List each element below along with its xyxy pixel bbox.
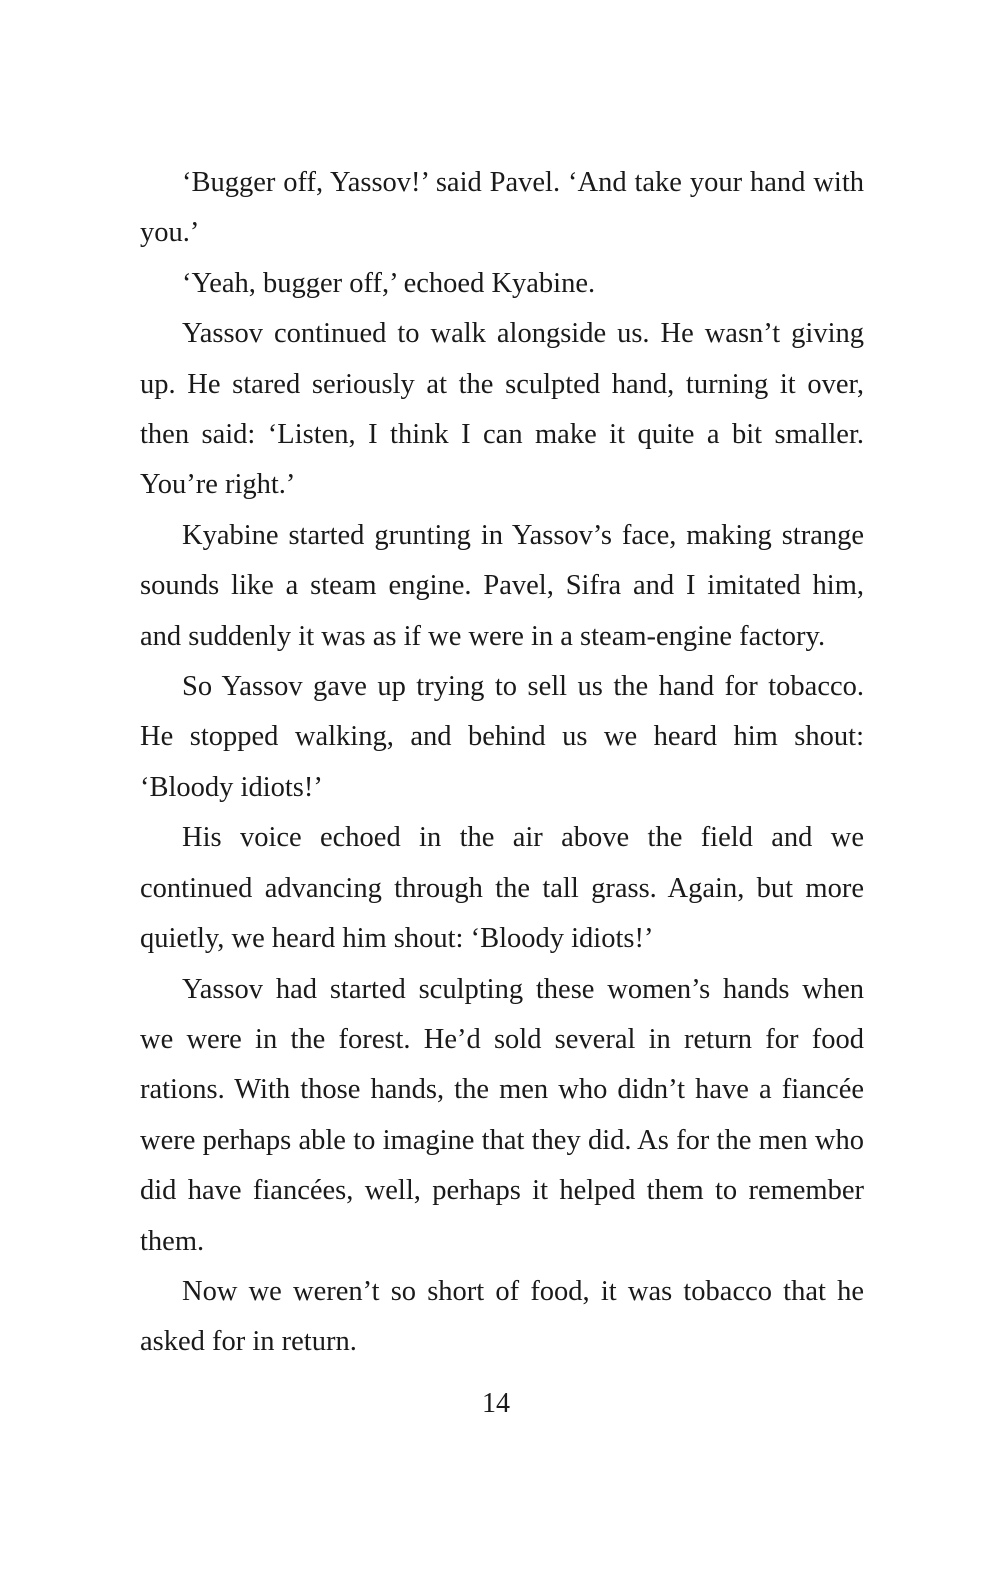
body-text (140, 158, 864, 1368)
paragraph: So Yassov gave up trying to sell us the hand for tobacco. He stopped walking, and behind us we heard him shout: ‘Bloody idiots!’ (140, 671, 864, 803)
paragraph: Yassov continued to walk alongside us. He wasn’t giving up. He stared seriously at the sculpted hand, turning it over, then said: ‘Listen, I think I can make it quite a bit smaller. You’re right.’ (140, 318, 864, 501)
page-number: 14 (482, 1388, 510, 1419)
paragraph: Yassov had started sculpting these women’s hands when we were in the forest. He’d sold several in return for food rations. With those hands, the men who didn’t have a fiancée were perhaps able to imagine that they did. As for the men who did have fiancées, well, perhaps it helped them to remember them. (140, 973, 864, 1257)
paragraph: Kyabine started grunting in Yassov’s face, making strange sounds like a steam engine. Pavel, Sifra and I imitated him, and suddenly it was as if we were in a steam-engine factory. (140, 519, 864, 652)
paragraph: ‘Yeah, bugger off,’ echoed Kyabine. (182, 267, 596, 299)
paragraph: His voice echoed in the air above the field and we continued advancing through the tall grass. Again, but more quietly, we heard him shout: ‘Bloody idiots!’ (140, 822, 864, 955)
paragraph: ‘Bugger off, Yassov!’ said Pavel. ‘And take your hand with you.’ (140, 167, 864, 249)
paragraph: Now we weren’t so short of food, it was tobacco that he asked for in return. (140, 1275, 864, 1358)
